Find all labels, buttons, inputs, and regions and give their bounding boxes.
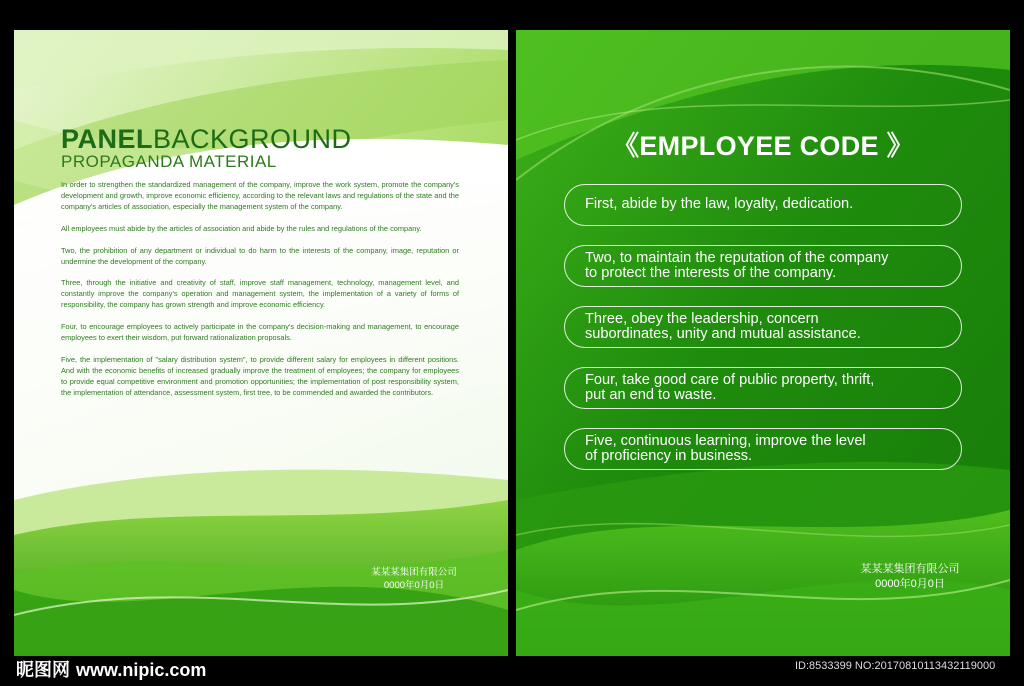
image-id-text: ID:8533399 NO:20170810113432119000: [795, 660, 996, 672]
title-bold-word: PANEL: [61, 124, 154, 154]
employee-code-title: 《EMPLOYEE CODE 》: [612, 131, 914, 161]
left-flyer-panel: [14, 30, 508, 656]
code-item-line: subordinates, unity and mutual assistance.: [585, 326, 861, 342]
code-item: [564, 428, 962, 470]
company-name: 某某某集团有限公司: [860, 563, 960, 575]
code-item-line: Four, take good care of public property, thrift,: [585, 371, 875, 388]
paragraph: All employees must abide by the articles of association and abide by the rules and regulations of the company.: [61, 223, 422, 233]
paragraph: Three, through the initiative and creativity of staff, improve staff management, technology, management level, and constantly improve the company's operation and management system, the implementation of a variety of forms of responsibility, the company has grown strength and improve economic efficiency.: [61, 278, 459, 310]
body-text: [61, 180, 459, 410]
date-text: 0000年0月0日: [383, 580, 445, 591]
nipic-watermark: [16, 656, 206, 682]
code-item: [564, 367, 962, 409]
code-item-line: put an end to waste.: [585, 387, 717, 403]
code-item: [564, 184, 962, 226]
code-item: [564, 306, 962, 348]
date-text: 0000年0月0日: [875, 578, 945, 590]
right-flyer-panel: [516, 30, 1010, 656]
panel-subtitle: PROPAGANDA MATERIAL: [61, 152, 277, 171]
company-name: 某某某集团有限公司: [371, 567, 457, 578]
title-light-word: BACKGROUND: [153, 124, 352, 154]
code-item-line: Three, obey the leadership, concern: [585, 310, 819, 327]
panel-title: [61, 124, 352, 155]
watermark-cn: 昵图网: [16, 660, 70, 681]
watermark-url: www.nipic.com: [76, 660, 207, 680]
paragraph: In order to strengthen the standardized management of the company, improve the work system, promote the company's development and growth, improve economic efficiency, according to the relevant laws and regulations of the state and the company's articles of association, especially the management system of the company.: [61, 180, 459, 211]
code-item: [564, 245, 962, 287]
right-footer: [840, 562, 980, 592]
code-item-line: of proficiency in business.: [585, 448, 753, 464]
code-item-line: First, abide by the law, loyalty, dedication.: [585, 196, 854, 213]
paragraph: Two, the prohibition of any department or individual to do harm to the interests of the company, image, reputation or undermine the development of the company.: [61, 245, 459, 266]
paragraph: Four, to encourage employees to actively participate in the company's decision-making and management, to encourage employees to exert their wisdom, put forward rationalization proposals.: [61, 322, 459, 343]
left-footer: [344, 566, 484, 592]
code-item-line: Two, to maintain the reputation of the company: [585, 249, 889, 266]
code-item-line: Five, continuous learning, improve the level: [585, 432, 866, 449]
paragraph: Five, the implementation of "salary distribution system", to provide different salary for employees in different positions. And with the economic benefits of increased gradually improve the treatment of employees; the company for employees to provide equal competitive environment and promotion opportunities; the implementation of post responsibility system, the implementation of attendance, assessment system, first tree, to be commended and awarded the contributors.: [61, 354, 459, 397]
code-item-line: to protect the interests of the company.: [585, 265, 837, 281]
